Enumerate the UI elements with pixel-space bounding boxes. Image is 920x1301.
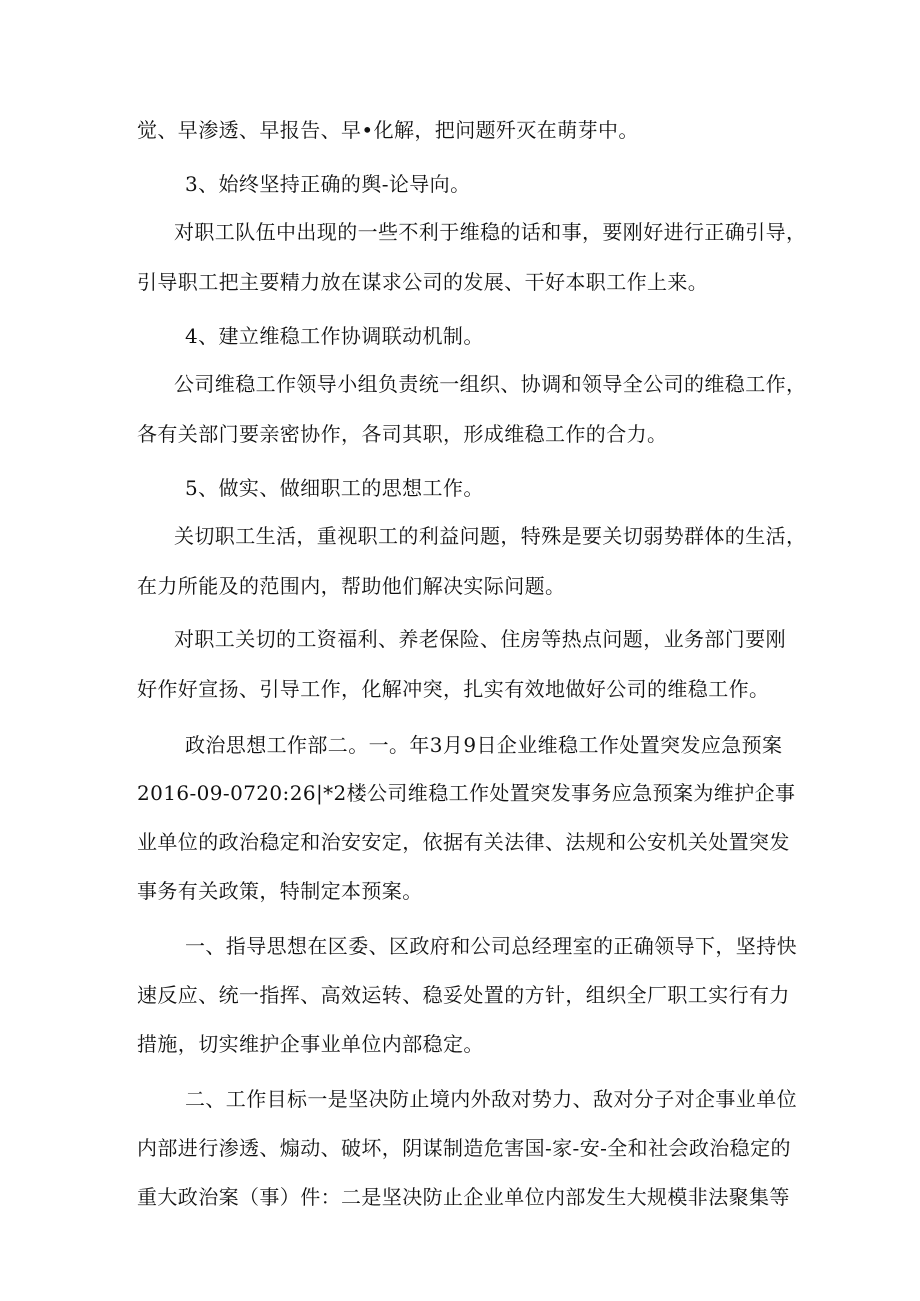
- text-line-3: 对职工队伍中出现的一些不利于维稳的话和事，要刚好进行正确引导，: [174, 220, 807, 244]
- text-line-10: 在力所能及的范围内，帮助他们解决实际问题。: [137, 574, 566, 598]
- text-line-2: 3、始终坚持正确的舆-论导向。: [185, 172, 471, 196]
- text-line-19: 措施，切实维护企事业单位内部稳定。: [137, 1032, 484, 1056]
- text-line-11: 对职工关切的工资福利、养老保险、住房等热点问题，业务部门要刚: [174, 627, 786, 651]
- text-line-22: 重大政治案（事）件：二是坚决防止企业单位内部发生大规模非法聚集等: [137, 1185, 790, 1209]
- text-line-17: 一、指导思想在区委、区政府和公司总经理室的正确领导下，坚持快: [185, 934, 797, 958]
- text-line-15: 业单位的政治稳定和治安安定，依据有关法律、法规和公安机关处置突发: [137, 830, 790, 854]
- text-line-16: 事务有关政策，特制定本预案。: [137, 879, 423, 903]
- text-line-18: 速反应、统一指挥、高效运转、稳妥处置的方针，组织全厂职工实行有力: [137, 983, 790, 1007]
- text-line-21: 内部进行渗透、煽动、破坏，阴谋制造危害国-家-安-全和社会政治稳定的: [137, 1136, 791, 1160]
- text-line-8: 5、做实、做细职工的思想工作。: [185, 476, 484, 500]
- text-line-14: 2016-09-0720:26|*2楼公司维稳工作处置突发事务应急预案为维护企事: [137, 781, 796, 805]
- text-line-12: 好作好宣扬、引导工作，化解冲突，扎实有效地做好公司的维稳工作。: [137, 677, 770, 701]
- text-line-5: 4、建立维稳工作协调联动机制。: [185, 324, 484, 348]
- text-line-6: 公司维稳工作领导小组负责统一组织、协调和领导全公司的维稳工作，: [174, 372, 807, 396]
- text-line-9: 关切职工生活，重视职工的利益问题，特殊是要关切弱势群体的生活，: [174, 524, 807, 548]
- text-line-13: 政治思想工作部二。一。年3月9日企业维稳工作处置突发应急预案: [185, 733, 783, 757]
- text-line-4: 引导职工把主要精力放在谋求公司的发展、干好本职工作上来。: [137, 270, 709, 294]
- text-line-1: 觉、早渗透、早报告、早•化解，把问题歼灭在萌芽中。: [137, 118, 639, 142]
- text-line-20: 二、工作目标一是坚决防止境内外敌对势力、敌对分子对企事业单位: [185, 1087, 797, 1111]
- text-line-7: 各有关部门要亲密协作，各司其职，形成维稳工作的合力。: [137, 422, 668, 446]
